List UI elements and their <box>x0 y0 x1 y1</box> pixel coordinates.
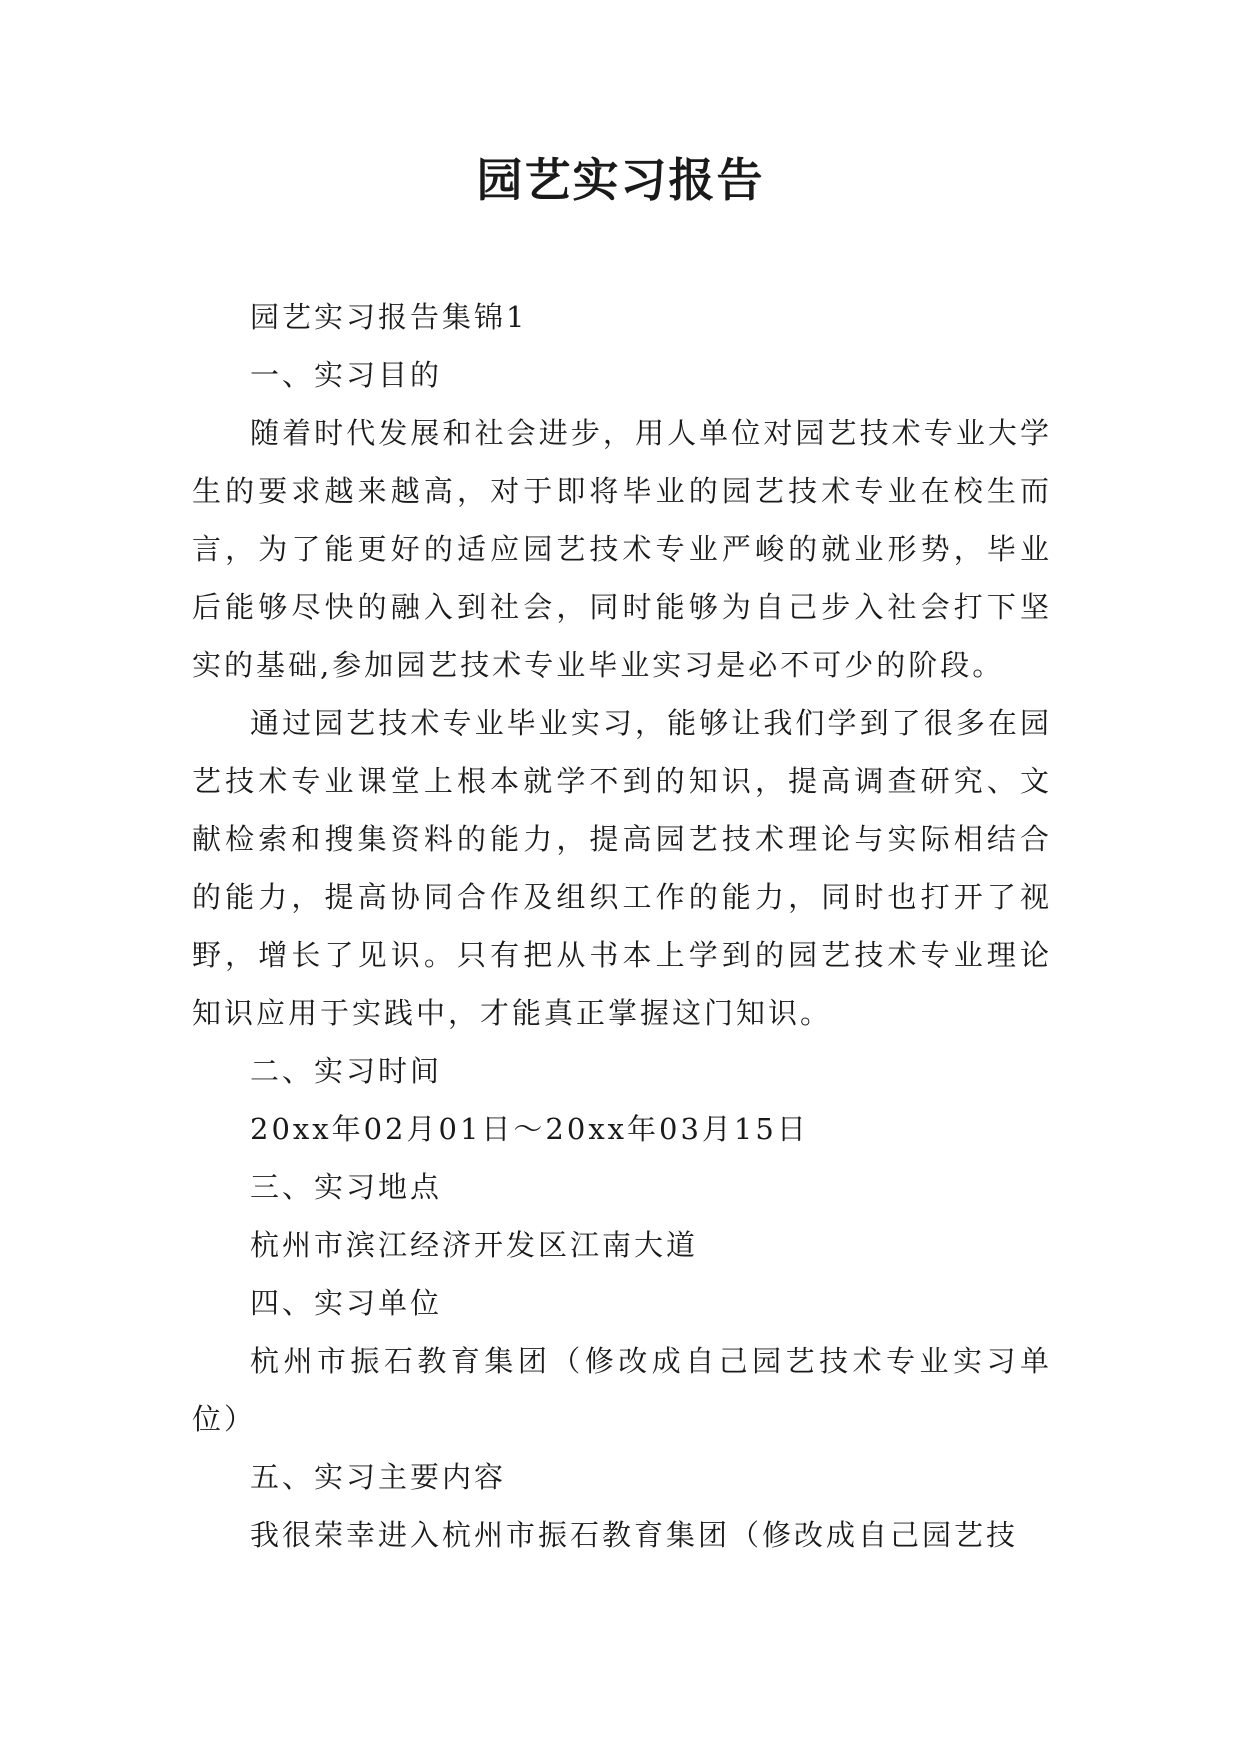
paragraph-unit: 杭州市振石教育集团（修改成自己园艺技术专业实习单位） <box>192 1344 1052 1436</box>
paragraph-purpose-1: 随着时代发展和社会进步，用人单位对园艺技术专业大学生的要求越来越高，对于即将毕业的园艺技术专业在校生而言，为了能更好的适应园艺技术专业严峻的就业形势，毕业后能够尽快的融入到社会，同时能够为自己步入社会打下坚实的基础,参加园艺技术专业毕业实习是必不可少的阶段。 <box>192 416 1052 682</box>
paragraph-content-1: 我很荣幸进入杭州市振石教育集团（修改成自己园艺技 <box>250 1518 1019 1552</box>
paragraph-time: 20xx年02月01日～20xx年03月15日 <box>250 1112 809 1146</box>
document-title: 园艺实习报告 <box>476 153 765 207</box>
section-heading-content: 五、实习主要内容 <box>250 1460 507 1494</box>
section-heading-location: 三、实习地点 <box>250 1170 443 1204</box>
paragraph-location: 杭州市滨江经济开发区江南大道 <box>250 1228 699 1262</box>
paragraph-collection-heading: 园艺实习报告集锦1 <box>250 300 528 334</box>
section-heading-time: 二、实习时间 <box>250 1054 443 1088</box>
paragraph-purpose-2: 通过园艺技术专业毕业实习，能够让我们学到了很多在园艺技术专业课堂上根本就学不到的知识，提高调查研究、文献检索和搜集资料的能力，提高园艺技术理论与实际相结合的能力，提高协同合作及组织工作的能力，同时也打开了视野，增长了见识。只有把从书本上学到的园艺技术专业理论知识应用于实践中，才能真正掌握这门知识。 <box>192 706 1052 1030</box>
section-heading-unit: 四、实习单位 <box>250 1286 443 1320</box>
document-body <box>192 288 1052 1564</box>
section-heading-purpose: 一、实习目的 <box>250 358 443 392</box>
